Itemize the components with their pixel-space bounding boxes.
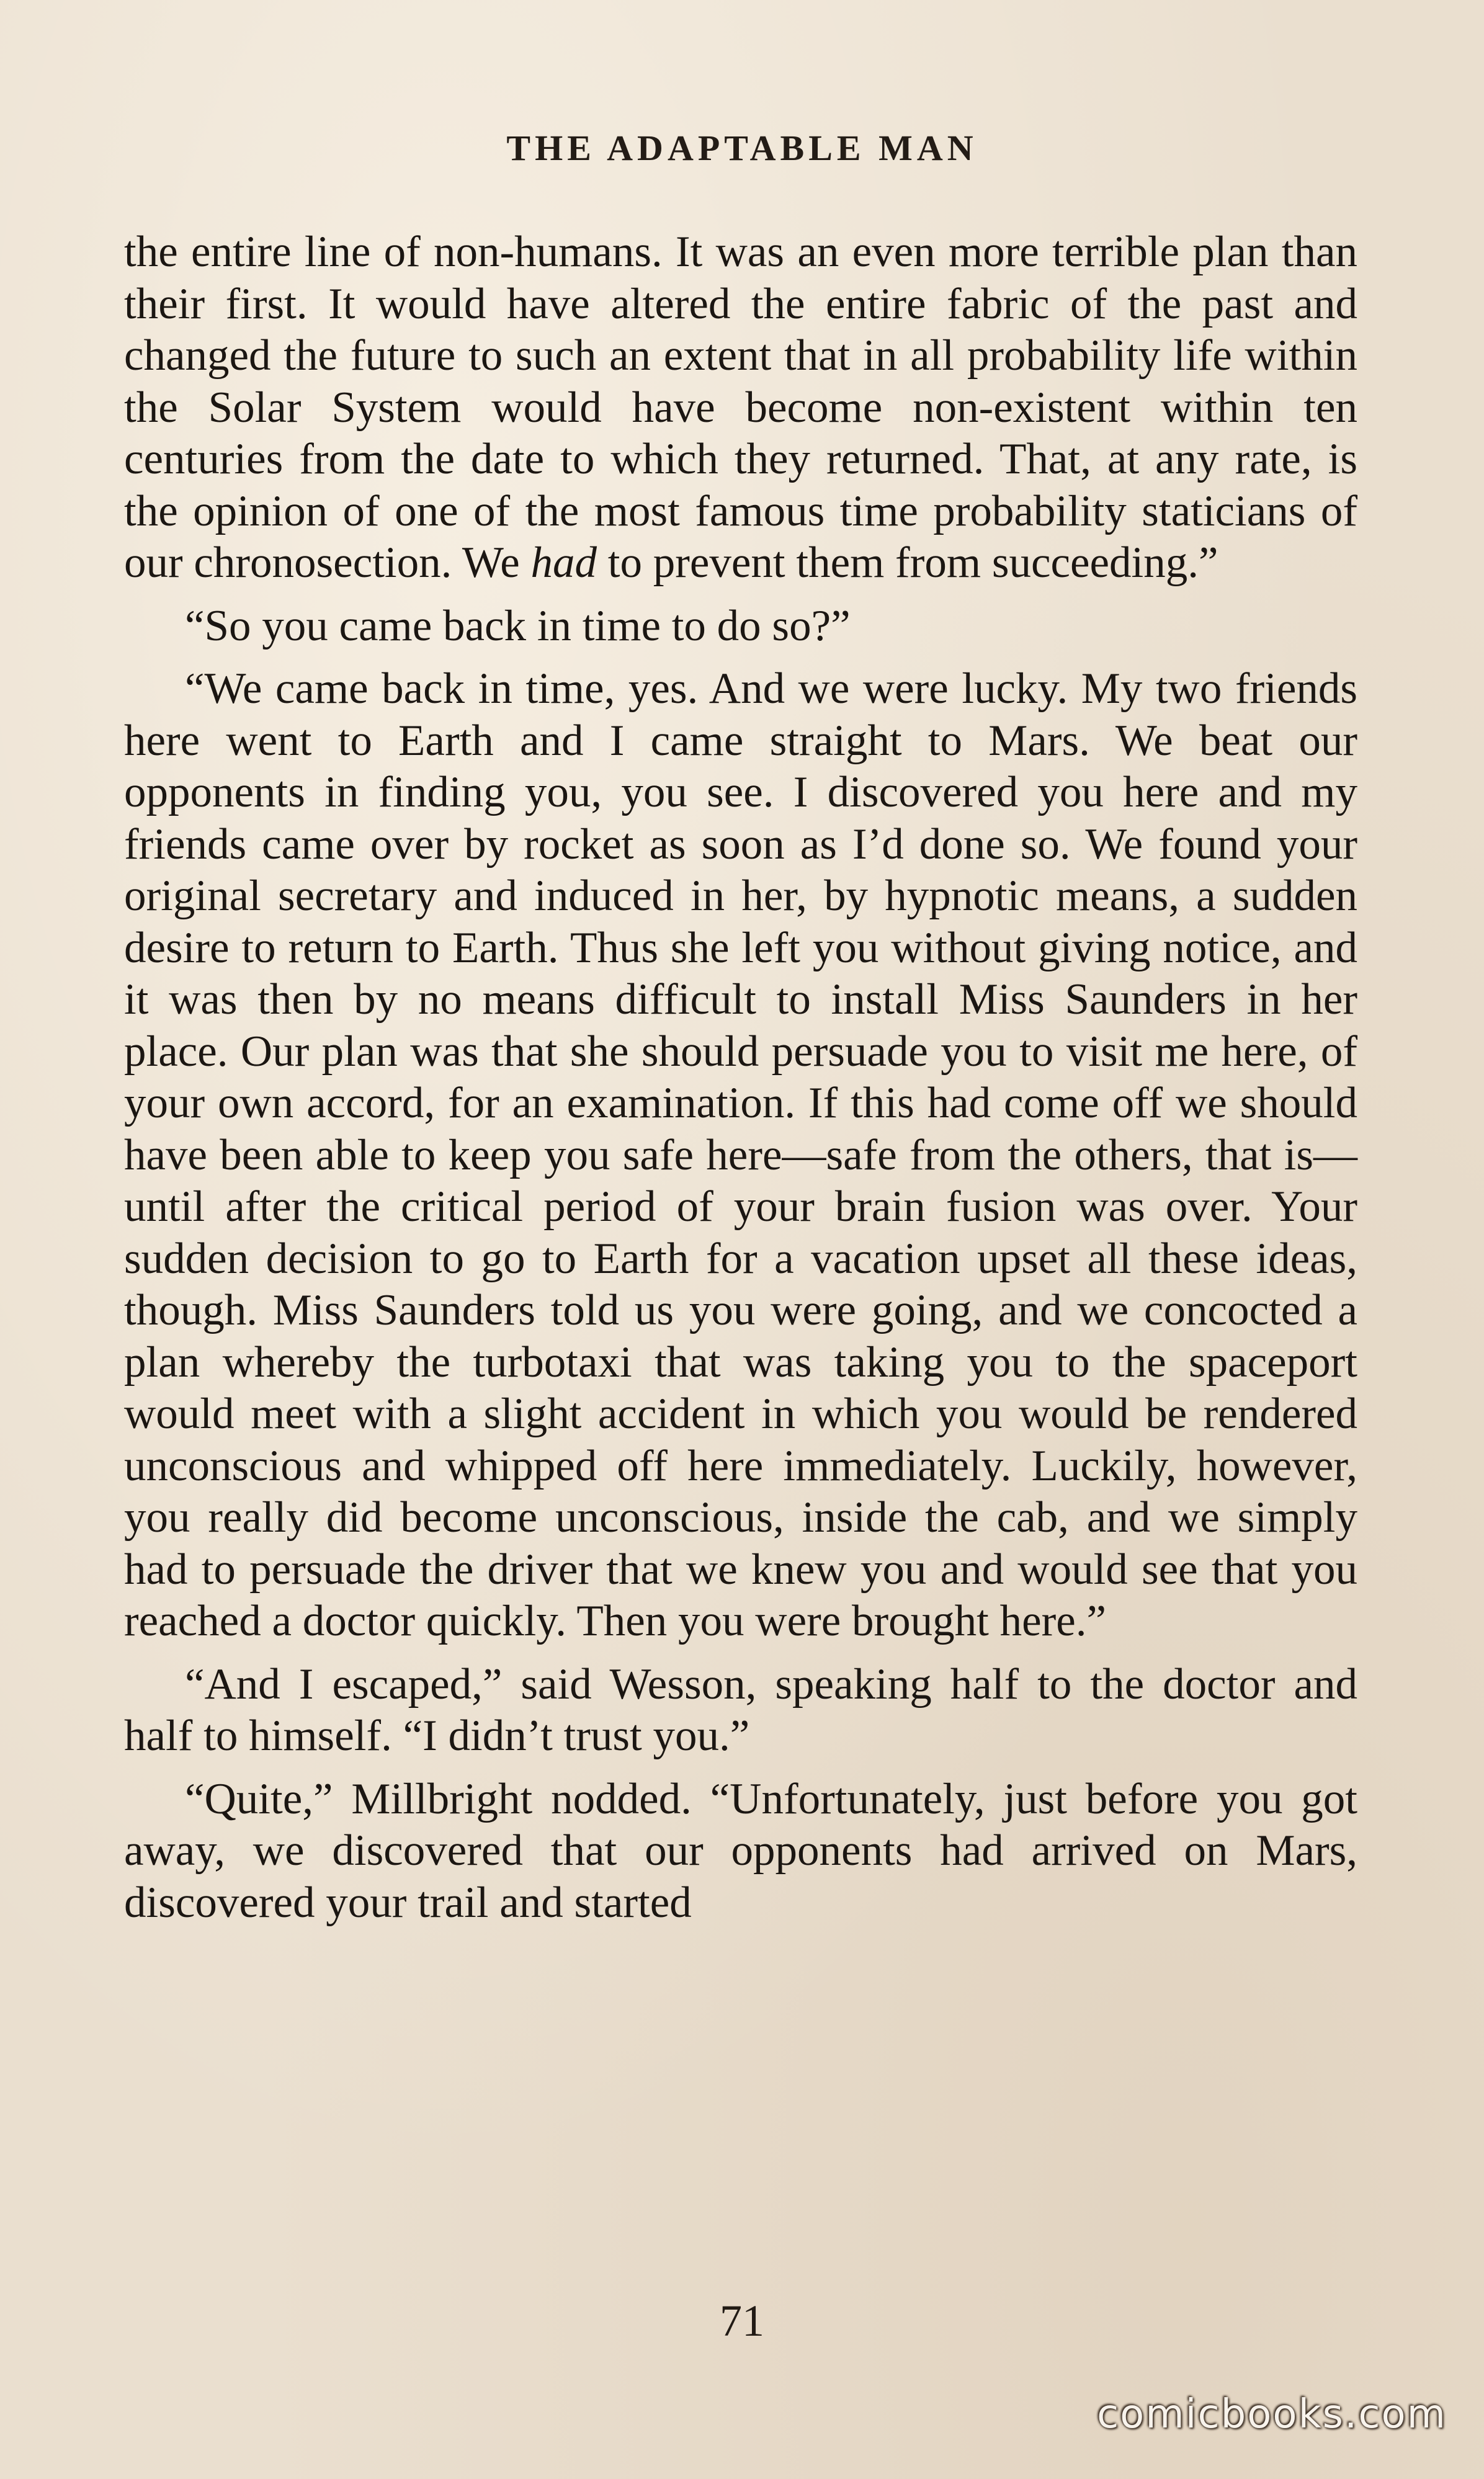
watermark: comicbooks.com xyxy=(1096,2392,1447,2437)
paragraph-1-text-end: to prevent them from succeeding.” xyxy=(596,538,1218,587)
paragraph-2 xyxy=(124,601,1357,653)
page-number: 71 xyxy=(720,2296,764,2346)
paragraph-5-text: “Quite,” Millbright nodded. “Unfortunately, just before you got away, we discovered that our opponents had arrived on Mars, discovered your trail and started xyxy=(124,1774,1357,1927)
paragraph-1-emphasis: had xyxy=(530,538,597,587)
paragraph-2-text: “So you came back in time to do so?” xyxy=(185,601,851,650)
paragraph-4-text: “And I escaped,” said Wesson, speaking half to the doctor and half to himself. “I didn’t trust you.” xyxy=(124,1659,1357,1760)
paragraph-4 xyxy=(124,1659,1357,1762)
body-text xyxy=(124,226,1357,1929)
running-head: THE ADAPTABLE MAN xyxy=(506,128,978,168)
paragraph-3-text: “We came back in time, yes. And we were lucky. My two friends here went to Earth and I came straight to Mars. We beat our opponents in finding you, you see. I discovered you here and my friends came over by rocket as soon as I’d done so. We found your original secretary and induced in her, by hypnotic means, a sudden desire to return to Earth. Thus she left you without giving notice, and it was then by no means difficult to install Miss Saunders in her place. Our plan was that she should persuade you to visit me here, of your own accord, for an examination. If this had come off we should have been able to keep you safe here—safe from the others, that is—until after the critical period of your brain fusion was over. Your sudden decision to go to Earth for a vacation upset all these ideas, though. Miss Saunders told us you were going, and we concocted a plan whereby the turbotaxi that was taking you to the spaceport would meet with a slight accident in which you would be rendered unconscious and whipped off here immediately. Luckily, however, you really did become unconscious, inside the cab, and we simply had to persuade the driver that we knew you and would see that you reached a doctor quickly. Then you were brought here.” xyxy=(124,664,1357,1645)
paragraph-1 xyxy=(124,226,1357,589)
paragraph-1-text: the entire line of non-humans. It was an even more terrible plan than their first. It would have altered the entire fabric of the past and changed the future to such an extent that in all probability life within the Solar System would have become non-existent within ten centuries from the date to which they returned. That, at any rate, is the opinion of one of the most famous time probability staticians of our chronosection. We xyxy=(124,228,1357,587)
paragraph-5 xyxy=(124,1774,1357,1929)
paragraph-3 xyxy=(124,663,1357,1648)
